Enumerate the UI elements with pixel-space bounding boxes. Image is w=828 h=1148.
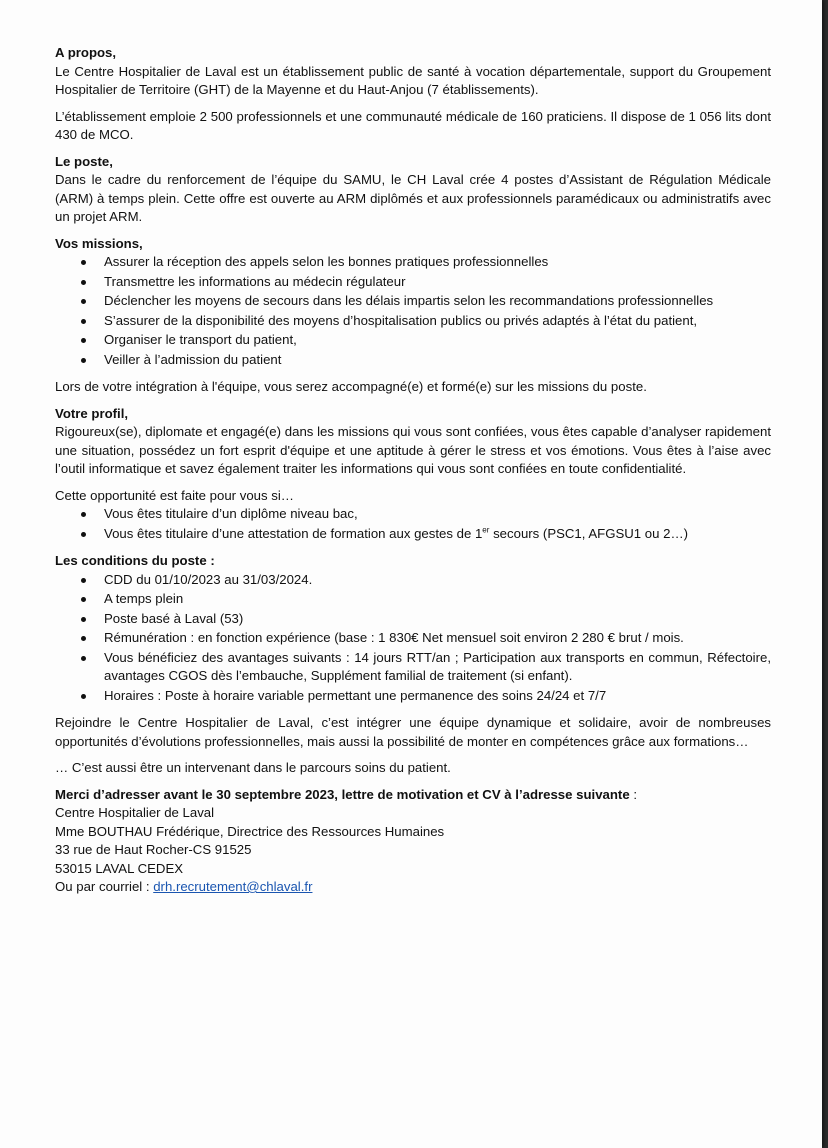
list-item-text: secours (PSC1, AFGSU1 ou 2…)	[489, 525, 689, 541]
list-item: Vous bénéficiez des avantages suivants : 14 jours RTT/an ; Participation aux transports en commun, Réfectoire, avantages CGOS dès l’embauche, Supplément familial de traitement (si enfant).	[55, 649, 771, 686]
ordinal-superscript: er	[482, 525, 490, 535]
conditions-heading: Les conditions du poste :	[55, 553, 215, 568]
list-item: Assurer la réception des appels selon les bonnes pratiques professionnelles	[55, 253, 771, 272]
profil-intro: Cette opportunité est faite pour vous si…	[55, 487, 294, 503]
list-item: Vous êtes titulaire d’un diplôme niveau bac,	[55, 505, 771, 524]
profil-paragraph: Rigoureux(se), diplomate et engagé(e) dans les missions qui vous sont confiées, vous êtes capable d’analyser rapidement une situation, possédez un fort esprit d'équipe et une aptitude à gérer le stress et vos émotions. Vous êtes à l’aise avec l’outil informatique et savez également traiter les informations qui vous sont confiées en toute confidentialité.	[55, 424, 771, 476]
profil-heading: Votre profil,	[55, 405, 129, 421]
missions-after-text: Lors de votre intégration à l'équipe, vous serez accompagné(e) et formé(e) sur les missions du poste.	[55, 379, 647, 394]
apropos-paragraph-1: Le Centre Hospitalier de Laval est un établissement public de santé à vocation départementale, support du Groupement Hospitalier de Territoire (GHT) de la Mayenne et du Haut-Anjou (7 établissements).	[55, 63, 771, 97]
apropos-paragraph-2: L’établissement emploie 2 500 professionnels et une communauté médicale de 160 praticiens. Il dispose de 1 056 lits dont 430 de MCO.	[55, 108, 771, 142]
list-item: Horaires : Poste à horaire variable permettant une permanence des soins 24/24 et 7/7	[55, 687, 771, 706]
poste-heading: Le poste,	[55, 153, 113, 169]
document-content	[55, 44, 771, 897]
list-item: Déclencher les moyens de secours dans les délais impartis selon les recommandations professionnelles	[55, 292, 771, 311]
email-link[interactable]: drh.recrutement@chlaval.fr	[153, 879, 313, 894]
list-item: Organiser le transport du patient,	[55, 331, 771, 350]
missions-list	[55, 253, 771, 369]
application-deadline: Merci d’adresser avant le 30 septembre 2023, lettre de motivation et CV à l’adresse suivante	[55, 786, 630, 802]
list-item: Rémunération : en fonction expérience (base : 1 830€ Net mensuel soit environ 2 280 € brut / mois.	[55, 629, 771, 648]
list-item: Poste basé à Laval (53)	[55, 610, 771, 629]
address-line: 53015 LAVAL CEDEX	[55, 860, 184, 876]
list-item-text: Vous êtes titulaire d’une attestation de formation aux gestes de 1	[104, 525, 483, 541]
email-line	[55, 878, 771, 897]
list-item	[55, 525, 771, 544]
list-item: A temps plein	[55, 590, 771, 609]
address-line: Mme BOUTHAU Frédérique, Directrice des Ressources Humaines	[55, 823, 445, 839]
closing-patient-line: … C’est aussi être un intervenant dans le parcours soins du patient.	[55, 760, 451, 775]
email-label: Ou par courriel :	[55, 879, 154, 894]
address-line: 33 rue de Haut Rocher-CS 91525	[55, 842, 252, 857]
list-item: Veiller à l’admission du patient	[55, 351, 771, 370]
application-block	[55, 786, 771, 897]
address-line: Centre Hospitalier de Laval	[55, 805, 215, 820]
closing-paragraph: Rejoindre le Centre Hospitalier de Laval, c’est intégrer une équipe dynamique et solidaire, avoir de nombreuses opportunités d’évolutions professionnelles, mais aussi la possibilité de monter en compétences grâce aux formations…	[55, 715, 771, 749]
list-item: CDD du 01/10/2023 au 31/03/2024.	[55, 571, 771, 590]
list-item: Transmettre les informations au médecin régulateur	[55, 273, 771, 292]
application-colon: :	[629, 786, 637, 802]
conditions-list	[55, 571, 771, 706]
poste-paragraph: Dans le cadre du renforcement de l’équipe du SAMU, le CH Laval crée 4 postes d’Assistant de Régulation Médicale (ARM) à temps plein. Cette offre est ouverte au ARM diplômés et aux professionnels paramédicaux ou administratifs avec un projet ARM.	[55, 172, 771, 224]
profil-list	[55, 505, 771, 543]
apropos-heading: A propos,	[55, 45, 117, 60]
application-instruction	[55, 786, 771, 805]
missions-heading: Vos missions,	[55, 235, 143, 251]
list-item: S’assurer de la disponibilité des moyens d’hospitalisation publics ou privés adaptés à l’état du patient,	[55, 312, 771, 331]
